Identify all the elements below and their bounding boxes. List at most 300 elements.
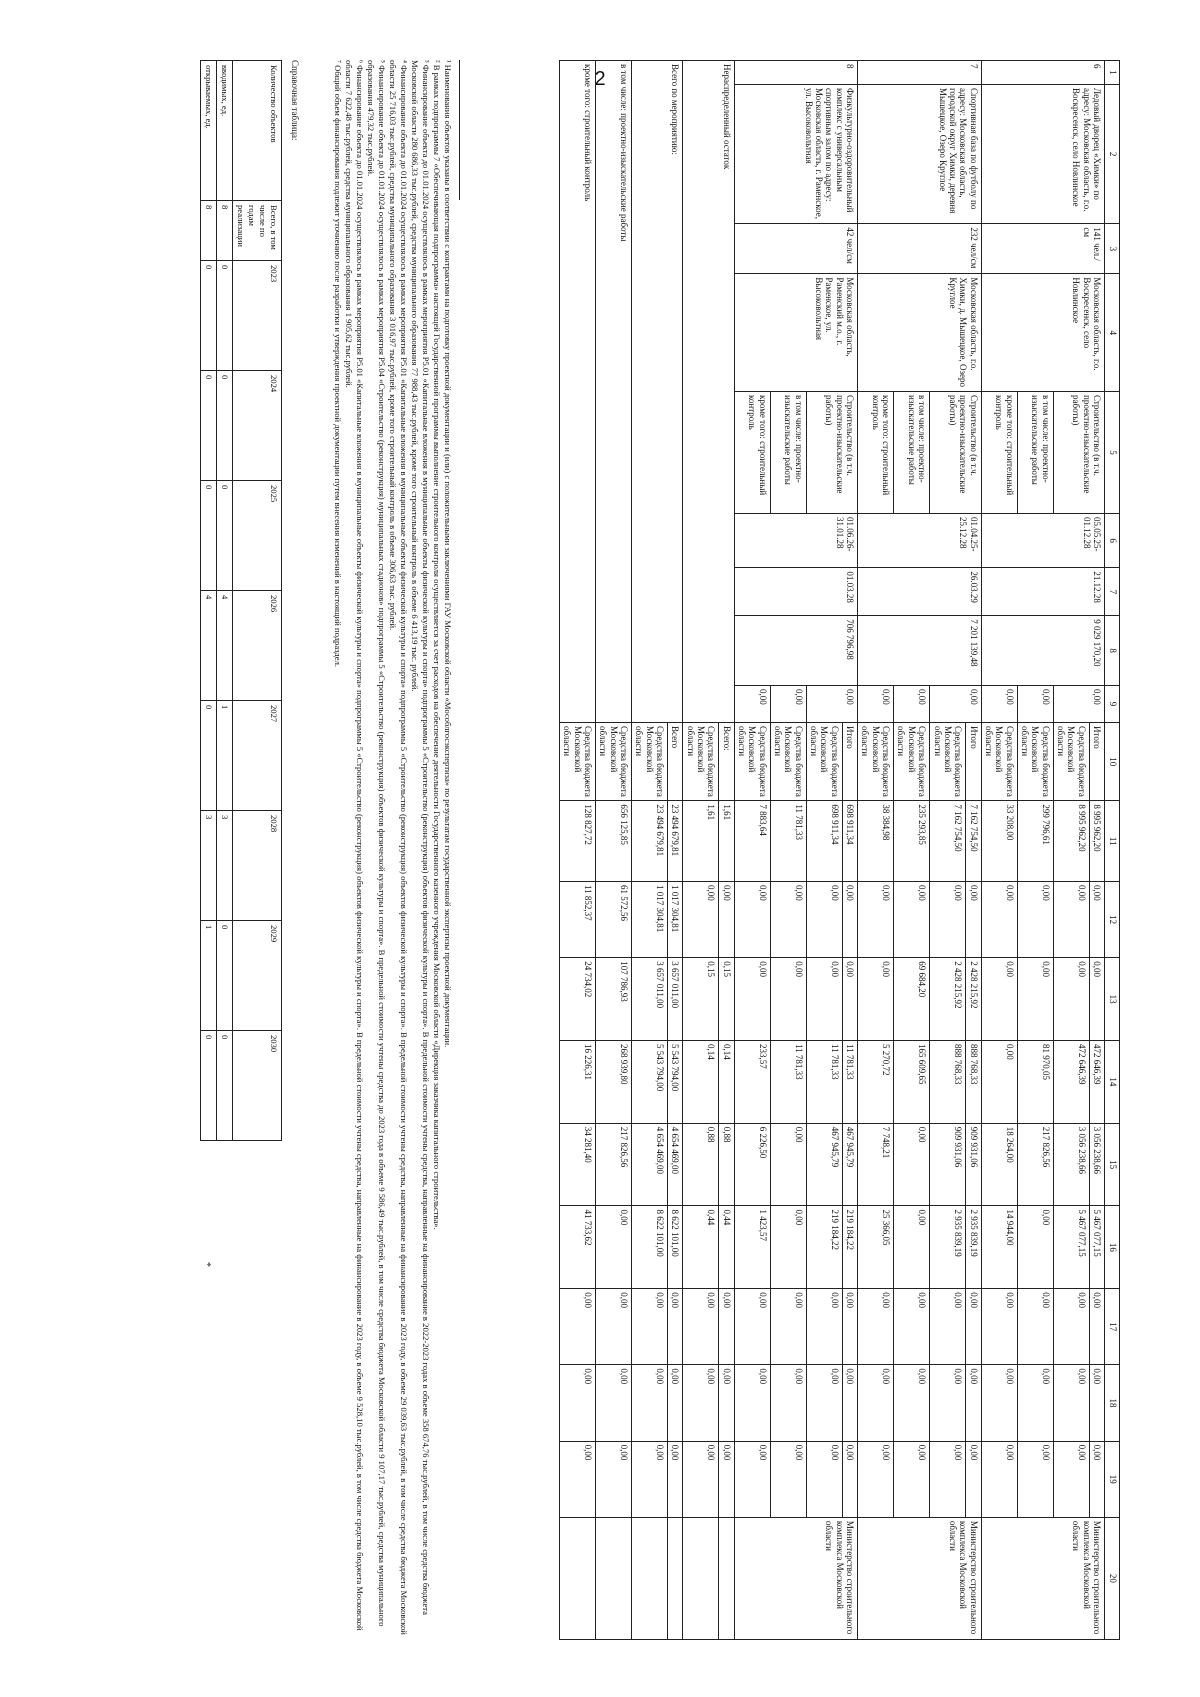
empty-cell bbox=[719, 1517, 734, 1639]
funding-source: Средства бюджета Московской области bbox=[631, 723, 667, 801]
amount-cell: 0,00 bbox=[930, 1441, 966, 1517]
amount-cell: 0,00 bbox=[966, 881, 981, 957]
summary-row bbox=[719, 61, 734, 1640]
amount-cell: 0,00 bbox=[683, 881, 719, 957]
amount-cell: 0,00 bbox=[858, 1365, 894, 1441]
column-number: 11 bbox=[1105, 801, 1120, 882]
amount-cell: 0,00 bbox=[559, 1441, 595, 1517]
funding-source: Всего bbox=[667, 723, 682, 801]
column-number: 3 bbox=[1105, 224, 1120, 274]
funding-source: Средства бюджета Московской области bbox=[806, 723, 842, 801]
work-type: кроме того: строительный контроль bbox=[981, 392, 1017, 514]
amount-cell: 0,00 bbox=[631, 1441, 667, 1517]
amount-cell: 1,61 bbox=[683, 801, 719, 882]
reference-row bbox=[201, 61, 217, 1141]
object-name: Ледовый дворец «Химки» по адресу: Московская область, г.о. Воскресенск, село Новлинское bbox=[981, 84, 1104, 223]
amount-cell: 0,00 bbox=[930, 1289, 966, 1365]
funding-source: Средства бюджета Московской области bbox=[981, 723, 1017, 801]
amount-cell: 0,00 bbox=[734, 1441, 770, 1517]
amount-cell: 107 786,93 bbox=[595, 958, 631, 1041]
amount-cell: 0,00 bbox=[858, 1441, 894, 1517]
page-number: 2 bbox=[594, 68, 606, 90]
footnote: ⁷ Общий объем финансирования подлежит уточнению после разработки и утверждения проектной документации путем внесения изменений в настоящий подраздел. bbox=[333, 60, 343, 668]
amount-cell: 25 366,05 bbox=[858, 1206, 894, 1289]
amount-cell: 0,00 bbox=[683, 1289, 719, 1365]
funding-source: Средства бюджета Московской области bbox=[1017, 723, 1053, 801]
footnotes bbox=[200, 60, 460, 1640]
work-type: в том числе: проектно-изыскательские работы bbox=[894, 392, 930, 514]
amount-cell: 0,88 bbox=[719, 1123, 734, 1206]
amount-cell: 0,00 bbox=[930, 881, 966, 957]
amount-cell: 0,15 bbox=[683, 958, 719, 1041]
amount-cell: 0,00 bbox=[894, 1365, 930, 1441]
amount-cell: 0,00 bbox=[894, 881, 930, 957]
reference-value: 1 bbox=[217, 701, 233, 811]
object-capacity: 42 чел/см bbox=[734, 224, 857, 274]
amount-cell: 0,14 bbox=[683, 1040, 719, 1123]
amount-cell: 0,00 bbox=[683, 1365, 719, 1441]
amount-cell: 4 654 469,00 bbox=[667, 1123, 682, 1206]
summary-row bbox=[559, 61, 595, 1640]
amount-cell: 0,00 bbox=[930, 1365, 966, 1441]
amount-cell: 2 428 215,92 bbox=[930, 958, 966, 1041]
object-name: Спортивная база по футболу по адресу: Московская область, городской округ Химки, деревня Мышецкое, Озеро Круглое bbox=[858, 84, 981, 223]
summary-label: кроме того: строительный контроль bbox=[559, 61, 595, 723]
column-number: 14 bbox=[1105, 1040, 1120, 1123]
amount-cell: 2 935 839,19 bbox=[930, 1206, 966, 1289]
reference-header: 2027 bbox=[233, 701, 282, 811]
reference-header: 2029 bbox=[233, 921, 282, 1031]
amount-cell: 0,00 bbox=[1053, 958, 1089, 1041]
amount-cell: 1 017 304,81 bbox=[631, 881, 667, 957]
amount-cell: 0,00 bbox=[842, 1289, 857, 1365]
amount-cell: 0,00 bbox=[806, 1289, 842, 1365]
amount-cell: 0,00 bbox=[559, 1365, 595, 1441]
amount-cell: 0,00 bbox=[1017, 958, 1053, 1041]
reference-value: 0 bbox=[217, 921, 233, 1031]
amount-cell: 467 945,79 bbox=[842, 1123, 857, 1206]
amount-cell: 467 945,79 bbox=[806, 1123, 842, 1206]
object-commission-date: 21.12.28 bbox=[981, 568, 1104, 616]
amount-cell: 0,00 bbox=[842, 881, 857, 957]
object-limit: 706 796,98 bbox=[734, 616, 857, 686]
amount-cell: 1 017 304,81 bbox=[667, 881, 682, 957]
object-paid: 0,00 bbox=[1053, 685, 1104, 722]
amount-cell: 0,00 bbox=[595, 1289, 631, 1365]
reference-title: Справочная таблица: bbox=[290, 60, 300, 141]
object-paid: 0,00 bbox=[806, 685, 857, 722]
amount-cell: 5 467 077,15 bbox=[1053, 1206, 1089, 1289]
amount-cell: 0,00 bbox=[667, 1365, 682, 1441]
object-paid: 0,00 bbox=[734, 685, 770, 722]
amount-cell: 909 931,06 bbox=[930, 1123, 966, 1206]
work-type: кроме того: строительный контроль bbox=[858, 392, 894, 514]
amount-cell: 0,00 bbox=[734, 1289, 770, 1365]
funding-source: Средства бюджета Московской области bbox=[894, 723, 930, 801]
reference-value: 0 bbox=[217, 1031, 233, 1141]
column-number: 1 bbox=[1105, 61, 1120, 85]
object-paid: 0,00 bbox=[858, 685, 894, 722]
objects-table-body bbox=[559, 61, 1119, 1640]
amount-cell: 0,00 bbox=[858, 881, 894, 957]
amount-cell: 0,00 bbox=[806, 1365, 842, 1441]
amount-cell: 23 494 679,81 bbox=[631, 801, 667, 882]
amount-cell: 81 970,05 bbox=[1017, 1040, 1053, 1123]
reference-label: открываемых, ед. bbox=[201, 61, 217, 201]
reference-value: 3 bbox=[201, 811, 217, 921]
amount-cell: 0,88 bbox=[683, 1123, 719, 1206]
footnote: ⁵ Финансирование объекта до 01.01.2024 осуществлялось в рамках мероприятия Р5.04 «Строительство (реконструкция) муниципальных стадионов» подпрограммы 5 «Строительство (реконструкция) объектов физической культуры и спорта». В предельной стоимости учтены средства до 2023 года в объеме 9 586,49 тыс.рублей, в том числе средства бюджета Московской области 9 107,17 тыс.рублей, средства муниципального образования 479,32 тыс.рублей. bbox=[366, 60, 387, 1627]
amount-cell: 18 264,00 bbox=[981, 1123, 1017, 1206]
amount-cell: 888 768,33 bbox=[930, 1040, 966, 1123]
amount-cell: 7 162 754,50 bbox=[966, 801, 981, 882]
amount-cell: 11 852,37 bbox=[559, 881, 595, 957]
amount-cell: 656 125,85 bbox=[595, 801, 631, 882]
object-capacity: 232 чел/см bbox=[858, 224, 981, 274]
amount-cell: 0,00 bbox=[1017, 1441, 1053, 1517]
amount-cell: 0,15 bbox=[719, 958, 734, 1041]
work-type: Строительство (в т.ч. проектно-изыскательские работы) bbox=[930, 392, 981, 514]
amount-cell: 0,00 bbox=[631, 1289, 667, 1365]
amount-cell: 0,00 bbox=[1017, 881, 1053, 957]
reference-header: 2028 bbox=[233, 811, 282, 921]
object-commission-date: 01.03.28 bbox=[734, 568, 857, 616]
reference-header: Количество объектов bbox=[233, 61, 282, 201]
amount-cell: 34 281,40 bbox=[559, 1123, 595, 1206]
funding-source: Средства бюджета Московской области bbox=[930, 723, 966, 801]
table-row bbox=[842, 61, 857, 1640]
amount-cell: 0,00 bbox=[595, 1365, 631, 1441]
object-name: Физкультурно-оздоровительный комплекс с универсальным спортивным залом по адресу: Московская область, г. Раменское, ул. Высоковольтная bbox=[734, 84, 857, 223]
amount-cell: 0,00 bbox=[966, 1289, 981, 1365]
reference-value: 0 bbox=[201, 371, 217, 481]
funding-source: Итого bbox=[842, 723, 857, 801]
amount-cell: 268 939,80 bbox=[595, 1040, 631, 1123]
reference-header: 2026 bbox=[233, 591, 282, 701]
summary-row bbox=[595, 61, 631, 1640]
amount-cell: 0,00 bbox=[734, 1365, 770, 1441]
object-limit: 7 201 139,48 bbox=[858, 616, 981, 686]
object-paid: 0,00 bbox=[894, 685, 930, 722]
footnote: ⁴ Финансирование объекта до 01.01.2024 осуществлялось в рамках мероприятия Р5.01 «Капитальные вложения в муниципальные объекты физической культуры и спорта» подпрограммы 5 «Строительство (реконструкция) объектов физической культуры и спорта». В предельной стоимости учтены средства, направленные на финансирование в 2023 году, в объеме 29 039,63 тыс.рублей, в том числе средства бюджета Московской области 25 716,03 тыс.рублей, средства муниципального образования 3 016,97 тыс.рублей, кроме того строительный контроль в объеме 306,63 тыс. рублей. bbox=[388, 60, 409, 1635]
funding-source: Средства бюджета Московской области bbox=[734, 723, 770, 801]
amount-cell: 0,00 bbox=[966, 1365, 981, 1441]
amount-cell: 0,00 bbox=[667, 1289, 682, 1365]
customer: Министерство строительного комплекса Московской области bbox=[858, 1517, 981, 1639]
funding-source: Средства бюджета Московской области bbox=[1053, 723, 1089, 801]
amount-cell: 0,00 bbox=[734, 881, 770, 957]
object-period: 01.06.26-31.01.28 bbox=[734, 513, 857, 567]
amount-cell: 0,00 bbox=[1089, 1289, 1104, 1365]
reference-value: 0 bbox=[217, 261, 233, 371]
amount-cell: 0,00 bbox=[631, 1365, 667, 1441]
amount-cell: 0,00 bbox=[894, 1441, 930, 1517]
amount-cell: 7 162 754,50 bbox=[930, 801, 966, 882]
amount-cell: 24 734,02 bbox=[559, 958, 595, 1041]
amount-cell: 0,00 bbox=[981, 881, 1017, 957]
object-number: 7 bbox=[858, 61, 981, 85]
column-number: 4 bbox=[1105, 274, 1120, 392]
amount-cell: 6 226,50 bbox=[734, 1123, 770, 1206]
reference-value: 0 bbox=[201, 481, 217, 591]
amount-cell: 909 931,06 bbox=[966, 1123, 981, 1206]
amount-cell: 0,00 bbox=[1089, 1441, 1104, 1517]
amount-cell: 0,00 bbox=[981, 1441, 1017, 1517]
footnote: ² В рамках подпрограммы 7 «Обеспечивающая подпрограмма» настоящей Государственной программы выполнение строительного контроля осуществляется за счет расходов на обеспечение деятельности Государственного казенного учреждения Московской области «Дирекция заказчика капитального строительства». bbox=[432, 60, 442, 1230]
object-limit: 9 029 170,20 bbox=[981, 616, 1104, 686]
column-number: 9 bbox=[1105, 685, 1120, 722]
amount-cell: 0,00 bbox=[719, 881, 734, 957]
amount-cell: 14 944,00 bbox=[981, 1206, 1017, 1289]
amount-cell: 0,00 bbox=[770, 1123, 806, 1206]
reference-value: 1 bbox=[201, 921, 217, 1031]
amount-cell: 5 467 077,15 bbox=[1089, 1206, 1104, 1289]
amount-cell: 235 293,85 bbox=[894, 801, 930, 882]
funding-source: Итого bbox=[1089, 723, 1104, 801]
amount-cell: 8 622 101,00 bbox=[667, 1206, 682, 1289]
column-number: 19 bbox=[1105, 1441, 1120, 1517]
amount-cell: 0,00 bbox=[770, 1206, 806, 1289]
object-capacity: 141 чел./см bbox=[981, 224, 1104, 274]
summary-label: в том числе: проектно-изыскательские работы bbox=[595, 61, 631, 723]
amount-cell: 3 056 238,66 bbox=[1053, 1123, 1089, 1206]
amount-cell: 0,00 bbox=[1053, 881, 1089, 957]
summary-label: Нераспределенный остаток bbox=[683, 61, 734, 723]
reference-mark: * bbox=[201, 1262, 212, 1267]
amount-cell: 0,00 bbox=[1053, 1441, 1089, 1517]
amount-cell: 0,00 bbox=[559, 1289, 595, 1365]
amount-cell: 0,00 bbox=[667, 1441, 682, 1517]
amount-cell: 219 184,22 bbox=[806, 1206, 842, 1289]
amount-cell: 0,00 bbox=[770, 958, 806, 1041]
amount-cell: 5 270,72 bbox=[858, 1040, 894, 1123]
column-number: 20 bbox=[1105, 1517, 1120, 1639]
amount-cell: 219 184,22 bbox=[842, 1206, 857, 1289]
amount-cell: 0,00 bbox=[770, 1441, 806, 1517]
reference-value: 8 bbox=[201, 201, 217, 261]
amount-cell: 0,00 bbox=[1053, 1365, 1089, 1441]
amount-cell: 11 781,33 bbox=[806, 1040, 842, 1123]
object-number: 8 bbox=[734, 61, 857, 85]
amount-cell: 0,00 bbox=[806, 881, 842, 957]
amount-cell: 0,00 bbox=[595, 1441, 631, 1517]
reference-value: 8 bbox=[217, 201, 233, 261]
funding-source: Средства бюджета Московской области bbox=[683, 723, 719, 801]
object-location: Московская область, г.о. Воскресенск, село Новлинское bbox=[981, 274, 1104, 392]
amount-cell: 0,00 bbox=[894, 1289, 930, 1365]
funding-source: Средства бюджета Московской области bbox=[770, 723, 806, 801]
amount-cell: 0,00 bbox=[858, 1289, 894, 1365]
footnote: ¹ Наименования объектов указаны в соответствии с контрактами на подготовку проектной документации и (или) с положительными заключениями ГАУ Московской области «Мособлгосэкспертиза» по результатам государственной экспертизы проектной документации. bbox=[443, 60, 453, 1048]
customer: Министерство строительного комплекса Московской области bbox=[981, 1517, 1104, 1639]
amount-cell: 0,00 bbox=[683, 1441, 719, 1517]
reference-value: 3 bbox=[217, 811, 233, 921]
column-number: 18 bbox=[1105, 1365, 1120, 1441]
amount-cell: 0,00 bbox=[1017, 1365, 1053, 1441]
amount-cell: 11 781,33 bbox=[842, 1040, 857, 1123]
funding-source: Средства бюджета Московской области bbox=[858, 723, 894, 801]
amount-cell: 0,00 bbox=[719, 1289, 734, 1365]
amount-cell: 698 911,34 bbox=[806, 801, 842, 882]
amount-cell: 0,00 bbox=[1017, 1289, 1053, 1365]
summary-row bbox=[667, 61, 682, 1640]
amount-cell: 7 748,21 bbox=[858, 1123, 894, 1206]
amount-cell: 0,00 bbox=[842, 1365, 857, 1441]
column-number: 8 bbox=[1105, 616, 1120, 686]
amount-cell: 0,00 bbox=[858, 958, 894, 1041]
amount-cell: 0,00 bbox=[1089, 881, 1104, 957]
amount-cell: 2 428 215,92 bbox=[966, 958, 981, 1041]
amount-cell: 7 883,64 bbox=[734, 801, 770, 882]
reference-header: 2023 bbox=[233, 261, 282, 371]
amount-cell: 0,00 bbox=[981, 1289, 1017, 1365]
footnote: ³ Финансирование объекта до 01.01.2024 осуществлялось в рамках мероприятия Р5.01 «Капитальные вложения в муниципальные объекты физической культуры и спорта» подпрограммы 5 «Строительство (реконструкция) объектов физической культуры и спорта». В предельной стоимости учтены средства, направленные на финансирование в 2022-2023 годах в объеме 358 674,76 тыс.рублей, в том числе средства бюджета Московской области 280 686,33 тыс.рублей, средства муниципального образования 77 988,43 тыс.рублей, кроме того строительный контроль в объеме 6 413,19 тыс. рублей. bbox=[410, 60, 431, 1615]
amount-cell: 1,61 bbox=[719, 801, 734, 882]
summary-label: Всего по мероприятию: bbox=[631, 61, 682, 723]
customer: Министерство строительного комплекса Московской области bbox=[734, 1517, 857, 1639]
amount-cell: 8 995 962,20 bbox=[1053, 801, 1089, 882]
amount-cell: 0,00 bbox=[1053, 1289, 1089, 1365]
amount-cell: 0,00 bbox=[770, 1365, 806, 1441]
amount-cell: 2 935 839,19 bbox=[966, 1206, 981, 1289]
object-location: Московская область, г.о. Химки, д. Мышецкое, Озеро Круглое bbox=[858, 274, 981, 392]
column-number: 15 bbox=[1105, 1123, 1120, 1206]
amount-cell: 0,00 bbox=[770, 881, 806, 957]
amount-cell: 0,00 bbox=[806, 1441, 842, 1517]
amount-cell: 0,00 bbox=[734, 958, 770, 1041]
amount-cell: 888 768,33 bbox=[966, 1040, 981, 1123]
amount-cell: 23 494 679,81 bbox=[667, 801, 682, 882]
amount-cell: 0,44 bbox=[683, 1206, 719, 1289]
work-type: кроме того: строительный контроль bbox=[734, 392, 770, 514]
amount-cell: 698 911,34 bbox=[842, 801, 857, 882]
objects-table bbox=[559, 60, 1120, 1640]
amount-cell: 0,00 bbox=[842, 958, 857, 1041]
amount-cell: 33 208,00 bbox=[981, 801, 1017, 882]
reference-value: 0 bbox=[217, 481, 233, 591]
amount-cell: 0,14 bbox=[719, 1040, 734, 1123]
column-number: 16 bbox=[1105, 1206, 1120, 1289]
column-number-row bbox=[1105, 61, 1120, 1640]
amount-cell: 128 827,72 bbox=[559, 801, 595, 882]
object-number: 6 bbox=[981, 61, 1104, 85]
object-period: 05.05.25-01.12.28 bbox=[981, 513, 1104, 567]
amount-cell: 472 646,39 bbox=[1089, 1040, 1104, 1123]
amount-cell: 41 733,62 bbox=[559, 1206, 595, 1289]
amount-cell: 0,00 bbox=[894, 1206, 930, 1289]
amount-cell: 3 657 011,00 bbox=[631, 958, 667, 1041]
reference-header: Всего, в том числе по годам реализации bbox=[233, 201, 282, 261]
amount-cell: 69 684,20 bbox=[894, 958, 930, 1041]
column-number: 2 bbox=[1105, 84, 1120, 223]
column-number: 13 bbox=[1105, 958, 1120, 1041]
amount-cell: 4 654 469,00 bbox=[631, 1123, 667, 1206]
empty-cell bbox=[667, 1517, 682, 1639]
object-paid: 0,00 bbox=[981, 685, 1017, 722]
object-commission-date: 26.03.29 bbox=[858, 568, 981, 616]
reference-value: 0 bbox=[217, 371, 233, 481]
object-paid: 0,00 bbox=[930, 685, 981, 722]
reference-row bbox=[217, 61, 233, 1141]
object-paid: 0,00 bbox=[770, 685, 806, 722]
funding-source: Средства бюджета Московской области bbox=[595, 723, 631, 801]
work-type: Строительство (в т.ч. проектно-изыскательские работы) bbox=[806, 392, 857, 514]
reference-value: 0 bbox=[201, 701, 217, 811]
column-number: 17 bbox=[1105, 1289, 1120, 1365]
reference-header: 2030 bbox=[233, 1031, 282, 1141]
funding-source: Всего: bbox=[719, 723, 734, 801]
column-number: 5 bbox=[1105, 392, 1120, 514]
amount-cell: 472 646,39 bbox=[1053, 1040, 1089, 1123]
amount-cell: 0,00 bbox=[719, 1441, 734, 1517]
amount-cell: 0,00 bbox=[1017, 1206, 1053, 1289]
column-number: 12 bbox=[1105, 881, 1120, 957]
reference-value: 0 bbox=[201, 1031, 217, 1141]
column-number: 10 bbox=[1105, 723, 1120, 801]
amount-cell: 0,00 bbox=[1089, 958, 1104, 1041]
amount-cell: 0,00 bbox=[894, 1123, 930, 1206]
amount-cell: 0,00 bbox=[842, 1441, 857, 1517]
amount-cell: 8 995 962,20 bbox=[1089, 801, 1104, 882]
amount-cell: 165 609,65 bbox=[894, 1040, 930, 1123]
rotated-content bbox=[120, 60, 1120, 1640]
empty-cell bbox=[631, 1517, 667, 1639]
reference-value: 0 bbox=[201, 261, 217, 371]
amount-cell: 5 543 794,00 bbox=[631, 1040, 667, 1123]
reference-header: 2024 bbox=[233, 371, 282, 481]
column-number: 7 bbox=[1105, 568, 1120, 616]
amount-cell: 0,44 bbox=[719, 1206, 734, 1289]
empty-cell bbox=[595, 1517, 631, 1639]
amount-cell: 61 572,56 bbox=[595, 881, 631, 957]
table-row bbox=[966, 61, 981, 1640]
work-type: в том числе: проектно-изыскательские работы bbox=[770, 392, 806, 514]
amount-cell: 0,00 bbox=[770, 1289, 806, 1365]
amount-cell: 1 423,57 bbox=[734, 1206, 770, 1289]
work-type: Строительство (в т.ч. проектно-изыскательские работы) bbox=[1053, 392, 1104, 514]
funding-source: Итого bbox=[966, 723, 981, 801]
amount-cell: 217 826,56 bbox=[595, 1123, 631, 1206]
column-number: 6 bbox=[1105, 513, 1120, 567]
amount-cell: 3 657 011,00 bbox=[667, 958, 682, 1041]
table-row bbox=[1089, 61, 1104, 1640]
reference-value: 4 bbox=[217, 591, 233, 701]
object-paid: 0,00 bbox=[1017, 685, 1053, 722]
amount-cell: 299 796,61 bbox=[1017, 801, 1053, 882]
empty-cell bbox=[683, 1517, 719, 1639]
amount-cell: 0,00 bbox=[981, 1365, 1017, 1441]
amount-cell: 3 056 238,66 bbox=[1089, 1123, 1104, 1206]
reference-header: 2025 bbox=[233, 481, 282, 591]
amount-cell: 5 543 794,00 bbox=[667, 1040, 682, 1123]
amount-cell: 0,00 bbox=[595, 1206, 631, 1289]
reference-label: вводимых, ед. bbox=[217, 61, 233, 201]
reference-table bbox=[200, 60, 282, 1141]
amount-cell: 217 826,56 bbox=[1017, 1123, 1053, 1206]
amount-cell: 16 226,31 bbox=[559, 1040, 595, 1123]
amount-cell: 233,57 bbox=[734, 1040, 770, 1123]
amount-cell: 8 622 101,00 bbox=[631, 1206, 667, 1289]
amount-cell: 0,00 bbox=[806, 958, 842, 1041]
amount-cell: 11 781,33 bbox=[770, 801, 806, 882]
amount-cell: 0,00 bbox=[981, 958, 1017, 1041]
work-type: в том числе: проектно-изыскательские работы bbox=[1017, 392, 1053, 514]
amount-cell: 11 781,33 bbox=[770, 1040, 806, 1123]
amount-cell: 0,00 bbox=[981, 1040, 1017, 1123]
amount-cell: 38 384,98 bbox=[858, 801, 894, 882]
amount-cell: 0,00 bbox=[719, 1365, 734, 1441]
object-location: Московская область, Раменский м.о., г. Раменское, ул. Высоковольтная bbox=[734, 274, 857, 392]
